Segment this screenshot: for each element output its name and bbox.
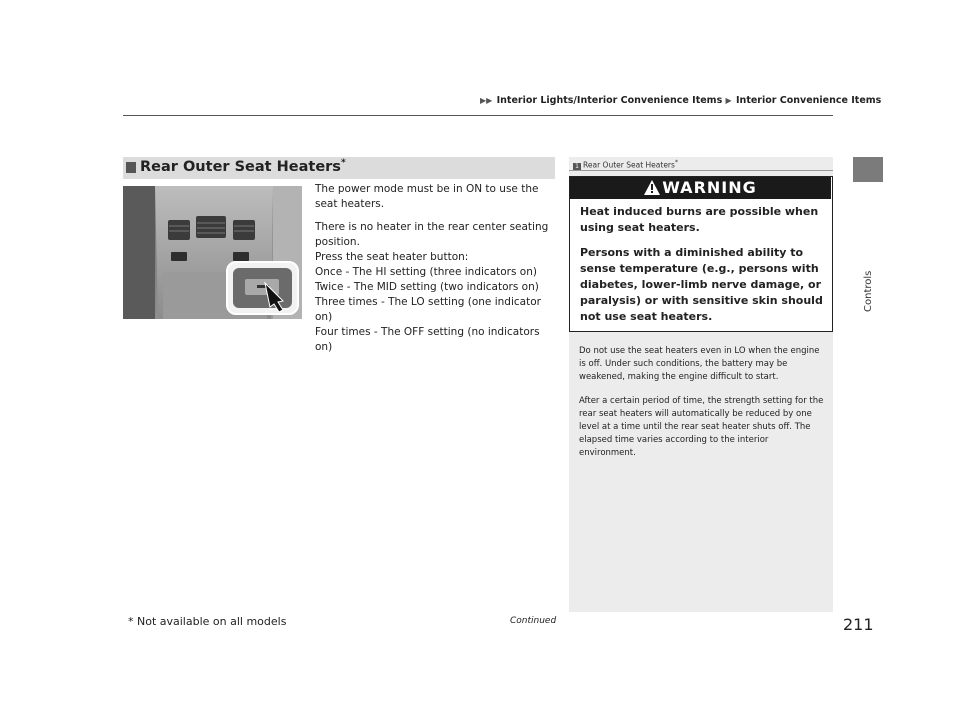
warning-paragraph: Heat induced burns are possible when using seat heaters. [580, 205, 819, 234]
footnote-marker: * [340, 158, 346, 168]
footnote-marker: * [674, 159, 678, 166]
note-heading [573, 159, 678, 171]
warning-text [580, 204, 825, 334]
breadcrumb-item[interactable]: Interior Convenience Items [736, 95, 882, 106]
note-badge: 1 [573, 163, 581, 171]
note-heading-text: Rear Outer Seat Heaters [583, 160, 675, 170]
note-paragraph: After a certain period of time, the strength setting for the rear seat heaters will automatically be reduced by one level at a time until the rear seat heater shuts off. The elapsed time varies according to the interior environment. [579, 396, 824, 458]
triangle-right-icon: ▶ [725, 96, 732, 105]
header-divider [123, 115, 833, 116]
section-title-text: Rear Outer Seat Heaters [140, 158, 341, 175]
chapter-label-text: Controls [863, 270, 874, 312]
warning-title-text: WARNING [662, 178, 757, 197]
list-item: Twice - The MID setting (two indicators on) [315, 281, 539, 293]
warning-title [570, 177, 831, 199]
note-text [579, 345, 827, 471]
paragraph: There is no heater in the rear center seating position. [315, 221, 549, 248]
continued-label: Continued [510, 616, 557, 626]
triangle-right-icon: ▶▶ [480, 96, 493, 105]
footnote: * Not available on all models [128, 615, 287, 628]
breadcrumb-item[interactable]: Interior Lights/Interior Convenience Items [496, 95, 723, 106]
list-item: Four times - The OFF setting (no indicators on) [315, 326, 540, 353]
list-item: Once - The HI setting (three indicators on) [315, 266, 537, 278]
page-number: 211 [843, 615, 874, 634]
section-heading [123, 157, 555, 179]
warning-paragraph: Persons with a diminished ability to sense temperature (e.g., persons with diabetes, lower-limb nerve damage, or paralysis) or with sensitive skin should not use seat heaters. [580, 246, 823, 323]
square-bullet-icon [126, 162, 136, 173]
note-paragraph: Do not use the seat heaters even in LO when the engine is off. Under such conditions, the battery may be weakened, making the engine difficult to start. [579, 346, 820, 382]
section-title [140, 158, 346, 175]
paragraph: The power mode must be in ON to use the seat heaters. [315, 183, 539, 210]
warning-triangle-icon [644, 180, 660, 195]
chapter-tab [853, 157, 883, 182]
main-instructions [315, 182, 560, 355]
breadcrumb [480, 95, 881, 106]
note-divider [569, 170, 833, 171]
paragraph: Press the seat heater button: [315, 251, 469, 263]
chapter-label [855, 260, 885, 320]
seat-heater-photo [123, 186, 302, 319]
list-item: Three times - The LO setting (one indicator on) [315, 296, 541, 323]
rear-console-illustration [123, 186, 302, 319]
